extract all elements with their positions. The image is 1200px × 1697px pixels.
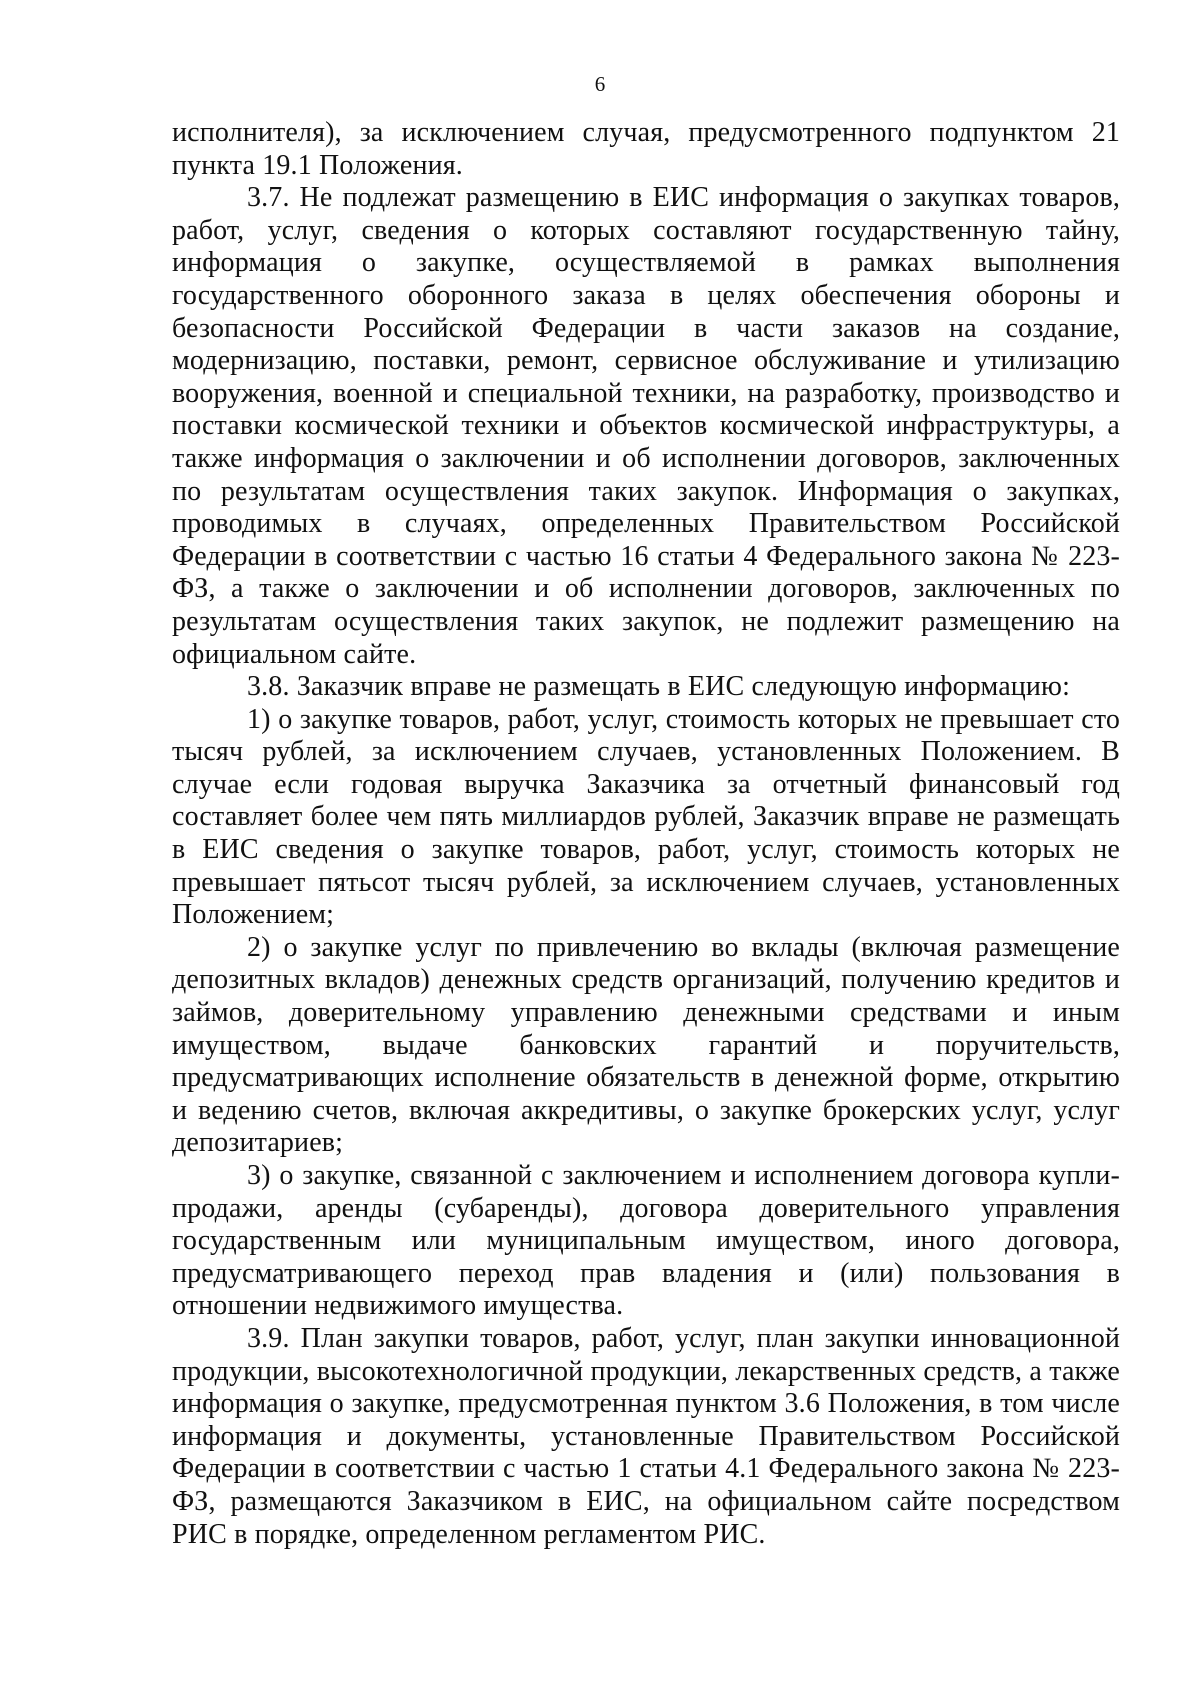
- list-item-2: 2) о закупке услуг по привлечению во вклады (включая размещение депозитных вкладов) денежных средств организаций, получению кредитов и займов, доверительному управлению денежными средствами и иным имуществом, выдаче банковских гарантий и поручительств, предусматривающих исполнение обязательств в денежной форме, открытию и ведению счетов, включая аккредитивы, о закупке брокерских услуг, услуг депозитариев;: [172, 931, 1120, 1159]
- paragraph-continuation: исполнителя), за исключением случая, предусмотренного подпунктом 21 пункта 19.1 Положения.: [172, 117, 1120, 181]
- list-item-3: 3) о закупке, связанной с заключением и исполнением договора купли-продажи, аренды (субаренды), договора доверительного управления государственным или муниципальным имуществом, иного договора, предусматривающего переход прав владения и (или) пользования в отношении недвижимого имущества.: [172, 1160, 1120, 1322]
- list-item-1: 1) о закупке товаров, работ, услуг, стоимость которых не превышает сто тысяч рублей, за исключением случаев, установленных Положением. В случае если годовая выручка Заказчика за отчетный финансовый год составляет более чем пять миллиардов рублей, Заказчик вправе не размещать в ЕИС сведения о закупке товаров, работ, услуг, стоимость которых не превышает пятьсот тысяч рублей, за исключением случаев, установленных Положением;: [172, 703, 1120, 931]
- page-number: 6: [594, 72, 606, 96]
- paragraph-3-8: 3.8. Заказчик вправе не размещать в ЕИС следующую информацию:: [247, 671, 1071, 703]
- document-body: [172, 117, 1120, 1551]
- paragraph-3-9: 3.9. План закупки товаров, работ, услуг, план закупки инновационной продукции, высокотехнологичной продукции, лекарственных средств, а также информация о закупке, предусмотренная пунктом 3.6 Положения, в том числе информация и документы, установленные Правительством Российской Федерации в соответствии с частью 1 статьи 4.1 Федерального закона № 223-ФЗ, размещаются Заказчиком в ЕИС, на официальном сайте посредством РИС в порядке, определенном регламентом РИС.: [172, 1322, 1120, 1550]
- paragraph-3-7: 3.7. Не подлежат размещению в ЕИС информация о закупках товаров, работ, услуг, сведения о которых составляют государственную тайну, информация о закупке, осуществляемой в рамках выполнения государственного оборонного заказа в целях обеспечения обороны и безопасности Российской Федерации в части заказов на создание, модернизацию, поставки, ремонт, сервисное обслуживание и утилизацию вооружения, военной и специальной техники, на разработку, производство и поставки космической техники и объектов космической инфраструктуры, а также информация о заключении и об исполнении договоров, заключенных по результатам осуществления таких закупок. Информация о закупках, проводимых в случаях, определенных Правительством Российской Федерации в соответствии с частью 16 статьи 4 Федерального закона № 223-ФЗ, а также о заключении и об исполнении договоров, заключенных по результатам осуществления таких закупок, не подлежит размещению на официальном сайте.: [172, 182, 1120, 670]
